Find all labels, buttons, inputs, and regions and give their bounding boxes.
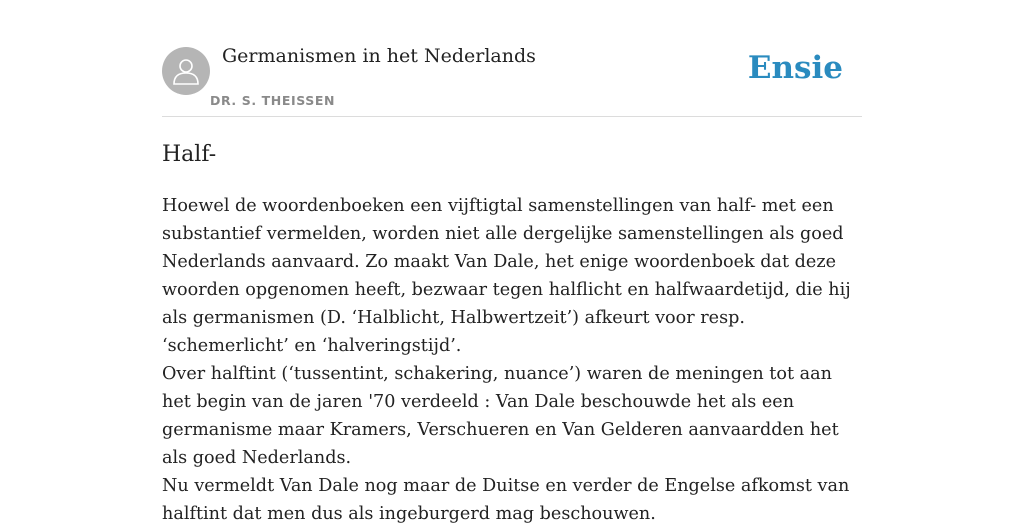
article-body: [162, 192, 862, 528]
article-paragraph: Hoewel de woordenboeken een vijftigtal samenstellingen van half- met een substantief vermelden, worden niet alle dergelijke samenstellingen als goed Nederlands aanvaard. Zo maakt Van Dale, het enige woordenboek dat deze woorden opgenomen heeft, bezwaar tegen halflicht en halfwaardetijd, die hij als germanismen (D. ‘Halblicht, Halbwertzeit’) afkeurt voor resp. ‘schemerlicht’ en ‘halveringstijd’.: [162, 196, 851, 356]
brand-logo[interactable]: Ensie: [747, 50, 843, 86]
article-heading: Half-: [162, 142, 217, 167]
author-name[interactable]: DR. S. THEISSEN: [210, 93, 336, 108]
article-paragraph: Nu vermeldt Van Dale nog maar de Duitse en verder de Engelse afkomst van halftint dat men dus als ingeburgerd mag beschouwen.: [162, 476, 850, 524]
user-icon: [172, 56, 200, 86]
article-paragraph: Over halftint (‘tussentint, schakering, nuance’) waren de meningen tot aan het begin van de jaren '70 verdeeld : Van Dale beschouwde het als een germanisme maar Kramers, Verschueren en Van Gelderen aanvaardden het als goed Nederlands.: [162, 364, 839, 468]
avatar: [162, 47, 210, 95]
article: [162, 140, 862, 528]
header: [162, 0, 862, 117]
book-title[interactable]: Germanismen in het Nederlands: [222, 45, 536, 67]
